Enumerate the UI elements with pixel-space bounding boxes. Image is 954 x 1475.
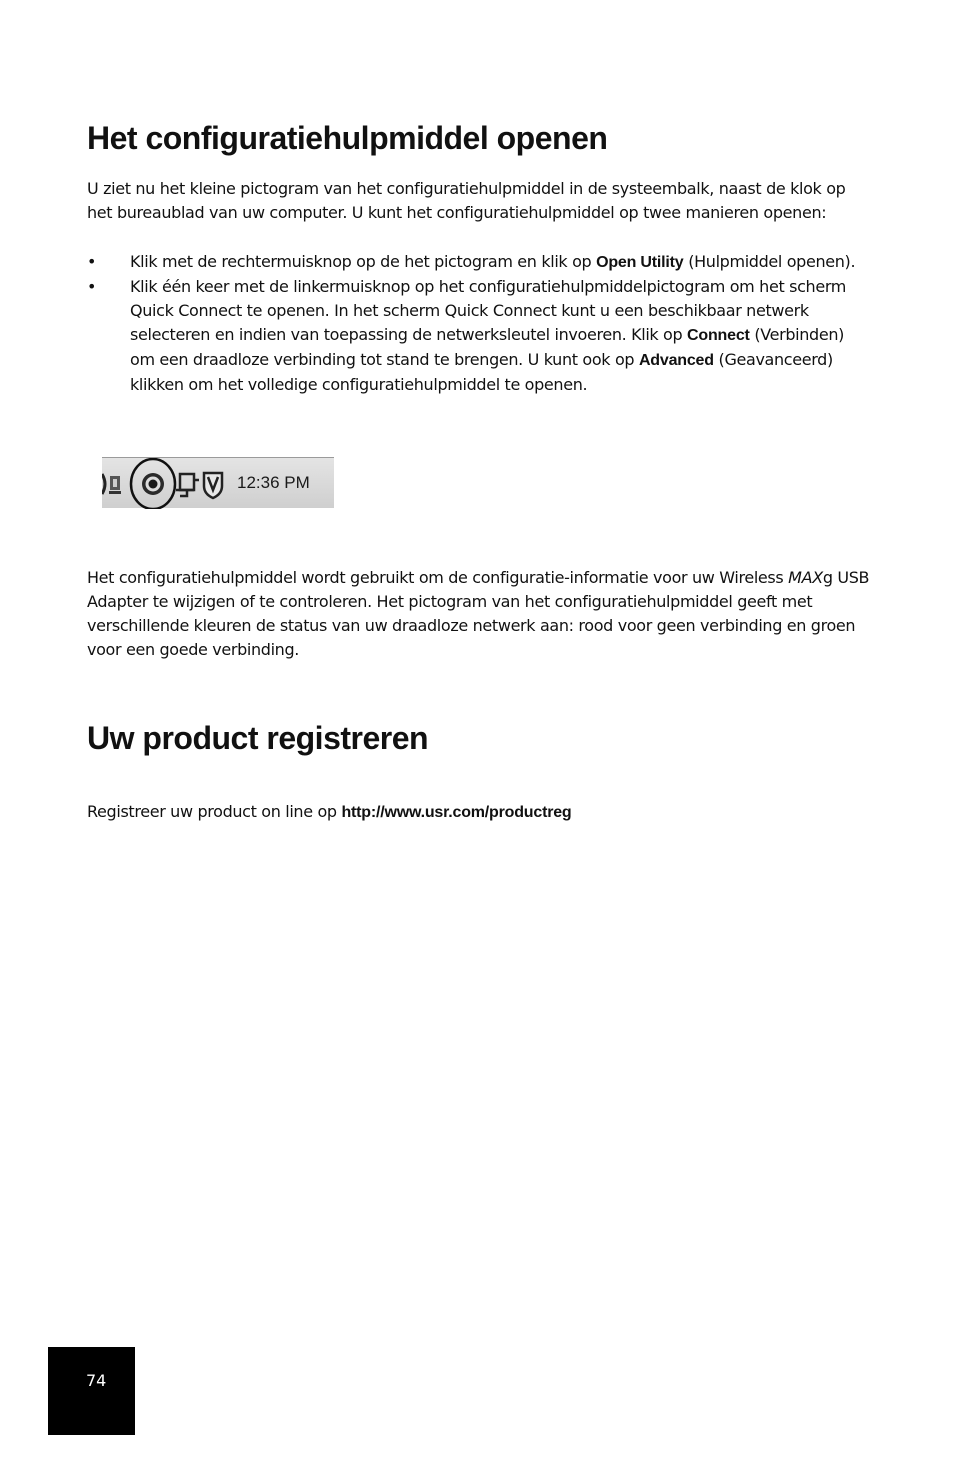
paragraph-text: Het configuratiehulpmiddel wordt gebruikt om de configuratie-informatie voor uw Wireless	[87, 568, 789, 587]
bold-term-open-utility: Open Utility	[596, 254, 684, 271]
paragraph-text: Registreer uw product on line op	[87, 802, 342, 821]
registration-link[interactable]: http://www.usr.com/productreg	[341, 804, 572, 821]
network-icon	[102, 474, 121, 494]
section-heading-register: Uw product registreren	[87, 720, 429, 756]
system-tray-screenshot	[102, 457, 334, 508]
bullet-text: (Hulpmiddel openen).	[683, 252, 856, 271]
bold-term-connect: Connect	[687, 327, 750, 344]
bullet-icon: •	[87, 277, 97, 296]
tray-clock: 12:36 PM	[237, 473, 310, 492]
page-number: 74	[86, 1371, 107, 1390]
bullet-text: (Geavanceerd) klikken om het volledige configuratiehulpmiddel te openen.	[130, 350, 833, 394]
shield-icon	[204, 473, 222, 498]
bullet-text: Klik met de rechtermuisknop op de het pictogram en klik op	[130, 252, 597, 271]
bullet-icon: •	[87, 252, 97, 271]
list-item	[87, 275, 872, 397]
list-item	[87, 250, 872, 275]
register-paragraph	[87, 800, 872, 825]
monitor-icon	[176, 474, 199, 496]
section-heading-open-utility: Het configuratiehulpmiddel openen	[87, 120, 608, 156]
page-number-box	[48, 1347, 135, 1435]
italic-term-max: MAX	[788, 568, 823, 587]
bold-term-advanced: Advanced	[638, 352, 714, 369]
bullet-text: (Verbinden) om een draadloze verbinding tot stand te brengen. U kunt ook op	[130, 325, 845, 369]
paragraph-text: g USB Adapter te wijzigen of te controleren. Het pictogram van het configuratiehulpmiddel geeft met verschillende kleuren de status van uw draadloze netwerk aan: rood voor geen verbinding en groen voor een goede verbinding.	[87, 568, 870, 659]
intro-paragraph: U ziet nu het kleine pictogram van het configuratiehulpmiddel in de systeembalk, naast de klok op het bureaublad van uw computer. U kunt het configuratiehulpmiddel op twee manieren openen:	[87, 179, 846, 222]
utility-icon	[131, 459, 175, 509]
bullet-text: Klik één keer met de linkermuisknop op het configuratiehulpmiddelpictogram om het scherm Quick Connect te openen. In het scherm Quick Connect kunt u een beschikbaar netwerk selecteren en indien van toepassing de netwerksleutel invoeren. Klik op	[130, 277, 846, 344]
instruction-list	[87, 250, 872, 397]
description-paragraph	[87, 566, 872, 662]
